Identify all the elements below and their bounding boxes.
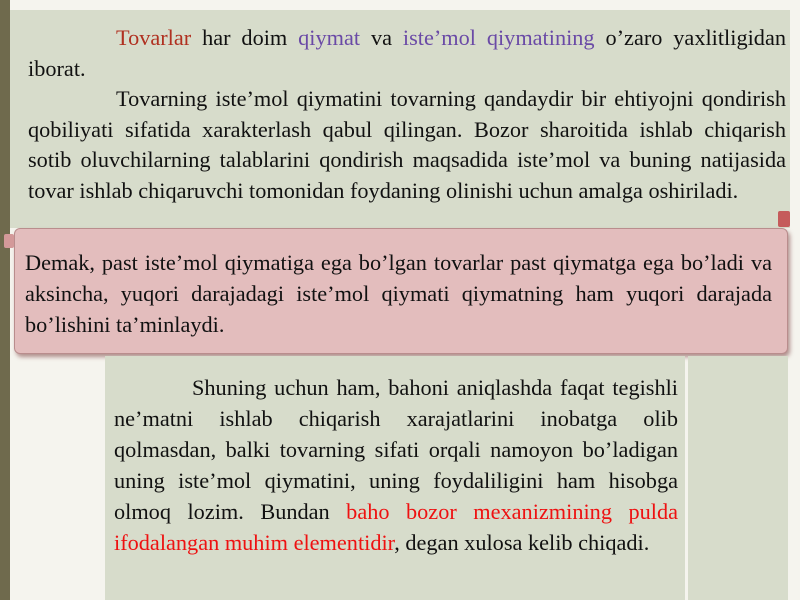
paragraph-price-conclusion: Shuning uchun ham, bahoni aniqlashda faqat tegishli ne’matni ishlab chiqarish xarajatlarini inobatga olib qolmasdan, balki tovarning sifati orqali namoyon bo’ladigan uning iste’mol qiymatini, uning foydaliligini ham hisobga olmoq lozim. Bundan baho bozor mexanizmining pulda ifodalangan muhim elementidir, degan xulosa kelib chiqadi.: [114, 375, 678, 555]
bottom-right-panel: [688, 356, 788, 600]
paragraph-definition: Tovarlar har doim qiymat va iste’mol qiymatining o’zaro yaxlitligidan iborat.: [28, 25, 786, 81]
term-qiymat: qiymat: [298, 25, 361, 50]
top-text-panel: [10, 10, 790, 228]
highlight-price-mechanism: baho bozor mexanizmining pulda ifodalangan muhim elementidir: [114, 499, 678, 555]
term-tovarlar: Tovarlar: [116, 25, 192, 50]
conclusion-callout: [14, 228, 788, 354]
callout-corner-tab-left: [4, 234, 14, 248]
paragraph-use-value: Tovarning iste’mol qiymatini tovarning qandaydir bir ehtiyojni qondirish qobiliyati sifatida xarakterlash qabul qilingan. Bozor sharoitida ishlab chiqarish sotib oluvchilarning talablarini qondirish maqsadida iste’mol va buning natijasida tovar ishlab chiqaruvchi tomonidan foydaning olinishi uchun amalga oshiriladi.: [28, 86, 786, 203]
term-istemol-qiymatining: iste’mol qiymatining: [402, 25, 595, 50]
left-accent-bar: [0, 0, 10, 600]
callout-corner-tab-right: [778, 211, 790, 227]
callout-text: Demak, past iste’mol qiymatiga ega bo’lgan tovarlar past qiymatga ega bo’ladi va aksincha, yuqori darajadagi iste’mol qiymati qiymatning ham yuqori darajada bo’lishini ta’minlaydi.: [25, 250, 772, 337]
